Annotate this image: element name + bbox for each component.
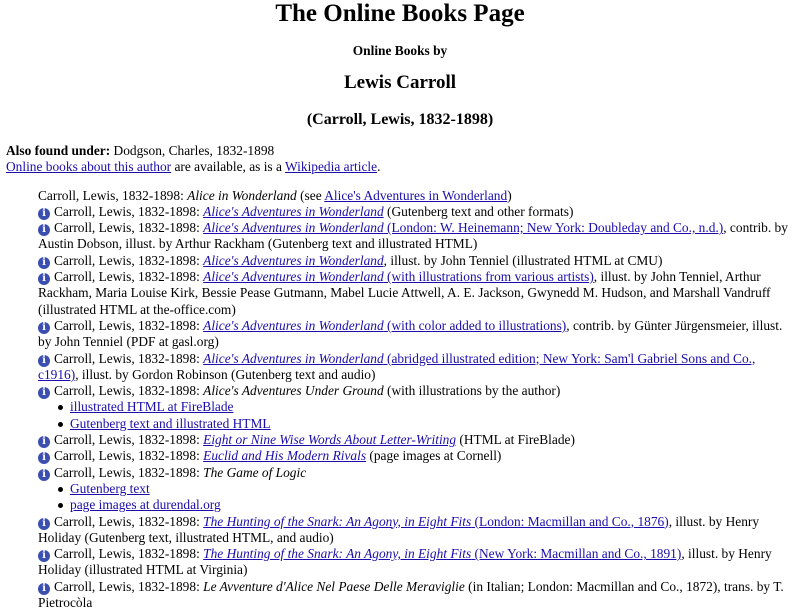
book-author: Carroll, Lewis, 1832-1898: [54, 513, 204, 529]
info-icon[interactable]: i [38, 208, 50, 220]
format-item [70, 416, 794, 432]
book-author: Carroll, Lewis, 1832-1898: [54, 269, 204, 285]
format-item [70, 497, 794, 513]
info-icon[interactable]: i [38, 273, 50, 285]
book-edition: (with color added to illustrations) [383, 317, 567, 333]
book-link[interactable]: Alice's Adventures in Wonderland [324, 187, 508, 203]
format-item [70, 481, 794, 497]
about-mid-text: are available, as is a [171, 159, 286, 175]
book-entry [38, 188, 794, 204]
page-title: The Online Books Page [275, 0, 525, 27]
book-title: Alice's Adventures in Wonderland [203, 220, 384, 236]
format-link[interactable]: Gutenberg text [70, 480, 150, 496]
book-title: The Hunting of the Snark: An Agony, in Eight Fits [203, 546, 472, 562]
book-note: (page images at Cornell) [366, 448, 502, 464]
book-edition: (London: W. Heinemann; New York: Doubleday and Co., n.d.) [383, 220, 724, 236]
also-found-value: Dodgson, Charles, 1832-1898 [110, 143, 275, 158]
book-title-link[interactable] [203, 269, 594, 284]
book-entry [38, 253, 794, 269]
book-author: Carroll, Lewis, 1832-1898: [54, 317, 204, 333]
book-list [6, 188, 794, 611]
book-note: (Gutenberg text and other formats) [383, 203, 574, 219]
book-entry [38, 465, 794, 481]
format-list [38, 481, 794, 514]
info-icon[interactable]: i [38, 469, 50, 481]
book-note: , contrib. by Günter Jürgensmeier, illust. by John Tenniel (PDF at gasl.org) [38, 317, 783, 350]
wikipedia-link[interactable]: Wikipedia article [285, 159, 378, 175]
book-entry [38, 579, 794, 611]
info-icon[interactable]: i [38, 583, 50, 595]
author-name: Lewis Carroll [343, 72, 457, 93]
book-title: Le Avventure d'Alice Nel Paese Delle Meraviglie [203, 578, 465, 594]
book-edition: (abridged illustrated edition; New York: Sam'l Gabriel Sons and Co., c1916) [38, 350, 756, 382]
format-list [38, 399, 794, 432]
book-edition: (London: Macmillan and Co., 1876) [471, 513, 669, 529]
book-title: Alice in Wonderland [187, 187, 297, 203]
book-entry [38, 318, 794, 351]
book-title-link[interactable] [203, 318, 566, 333]
book-title-link[interactable] [203, 253, 384, 268]
book-author: Carroll, Lewis, 1832-1898: [38, 187, 188, 203]
book-title: Alice's Adventures in Wonderland [203, 350, 384, 366]
author-authority: (Carroll, Lewis, 1832-1898) [306, 111, 494, 128]
book-entry [38, 383, 794, 399]
info-icon[interactable]: i [38, 452, 50, 464]
book-note: , illust. by Gordon Robinson (Gutenberg text and audio) [75, 366, 376, 382]
format-item [70, 399, 794, 415]
book-title: Euclid and His Modern Rivals [203, 448, 367, 464]
book-author: Carroll, Lewis, 1832-1898: [54, 448, 204, 464]
book-title: The Game of Logic [203, 464, 307, 480]
book-author: Carroll, Lewis, 1832-1898: [54, 252, 204, 268]
book-note: ) [507, 187, 512, 203]
info-icon[interactable]: i [38, 387, 50, 399]
author-meta [6, 143, 794, 176]
book-title-link[interactable] [203, 204, 384, 219]
book-pre: (see [296, 187, 325, 203]
book-title: Eight or Nine Wise Words About Letter-Writing [203, 432, 457, 448]
book-author: Carroll, Lewis, 1832-1898: [54, 383, 204, 399]
book-note: (in Italian; London: Macmillan and Co., 1872), trans. by T. Pietrocòla [38, 578, 784, 611]
book-note: (HTML at FireBlade) [456, 432, 575, 448]
book-title: The Hunting of the Snark: An Agony, in Eight Fits [203, 513, 472, 529]
info-icon[interactable]: i [38, 518, 50, 530]
book-title-link[interactable] [203, 432, 456, 447]
also-found-label: Also found under: [6, 143, 111, 158]
format-link[interactable]: page images at durendal.org [70, 497, 221, 513]
book-note: , illust. by Henry Holiday (Gutenberg text, illustrated HTML, and audio) [38, 513, 760, 545]
book-title: Alice's Adventures in Wonderland [203, 252, 384, 268]
book-author: Carroll, Lewis, 1832-1898: [54, 464, 204, 480]
info-icon[interactable]: i [38, 224, 50, 236]
book-title-link[interactable] [203, 220, 723, 235]
info-icon[interactable]: i [38, 355, 50, 367]
book-title-link[interactable] [203, 514, 669, 529]
book-title: Alice's Adventures in Wonderland [203, 203, 384, 219]
book-author: Carroll, Lewis, 1832-1898: [54, 220, 204, 236]
info-icon[interactable]: i [38, 257, 50, 269]
book-title-link[interactable] [203, 546, 681, 561]
book-title: Alice's Adventures in Wonderland [203, 317, 384, 333]
page-subtitle: Online Books by [352, 43, 448, 58]
book-title-link[interactable] [203, 448, 366, 463]
book-note: , contrib. by Austin Dobson, illust. by Arthur Rackham (Gutenberg text and illustrated HTML) [38, 220, 788, 252]
about-author-link[interactable]: Online books about this author [6, 159, 172, 175]
book-title: Alice's Adventures in Wonderland [203, 269, 384, 285]
book-title: Alice's Adventures Under Ground [203, 383, 384, 399]
book-author: Carroll, Lewis, 1832-1898: [54, 203, 204, 219]
book-author: Carroll, Lewis, 1832-1898: [54, 350, 204, 366]
book-entry [38, 448, 794, 464]
book-entry [38, 220, 794, 253]
book-entry [38, 514, 794, 547]
book-author: Carroll, Lewis, 1832-1898: [54, 578, 204, 594]
info-icon[interactable]: i [38, 322, 50, 334]
info-icon[interactable]: i [38, 550, 50, 562]
book-author: Carroll, Lewis, 1832-1898: [54, 546, 204, 562]
about-line [6, 159, 794, 175]
book-note: , illust. by John Tenniel, Arthur Rackham, Maria Louise Kirk, Bessie Pease Gutmann, Mabel Lucie Attwell, A. E. Jackson, Gwynedd M. Hudson, and Marshall Vandruff (illustrated HTML at the-office.com) [38, 269, 771, 317]
book-entry [38, 351, 794, 384]
book-entry [38, 269, 794, 318]
book-entry [38, 204, 794, 220]
also-found-line [6, 143, 794, 159]
book-note: (with illustrations by the author) [383, 383, 561, 399]
book-edition: (with illustrations from various artists) [383, 269, 594, 285]
info-icon[interactable]: i [38, 436, 50, 448]
book-note: , illust. by Henry Holiday (illustrated HTML at Virginia) [38, 546, 772, 578]
book-edition: (New York: Macmillan and Co., 1891) [471, 546, 682, 562]
about-end-text: . [377, 159, 381, 175]
book-entry [38, 546, 794, 579]
format-link[interactable]: illustrated HTML at FireBlade [70, 399, 234, 415]
book-entry [38, 432, 794, 448]
format-link[interactable]: Gutenberg text and illustrated HTML [70, 415, 271, 431]
book-author: Carroll, Lewis, 1832-1898: [54, 432, 204, 448]
book-note: , illust. by John Tenniel (illustrated HTML at CMU) [383, 252, 663, 268]
